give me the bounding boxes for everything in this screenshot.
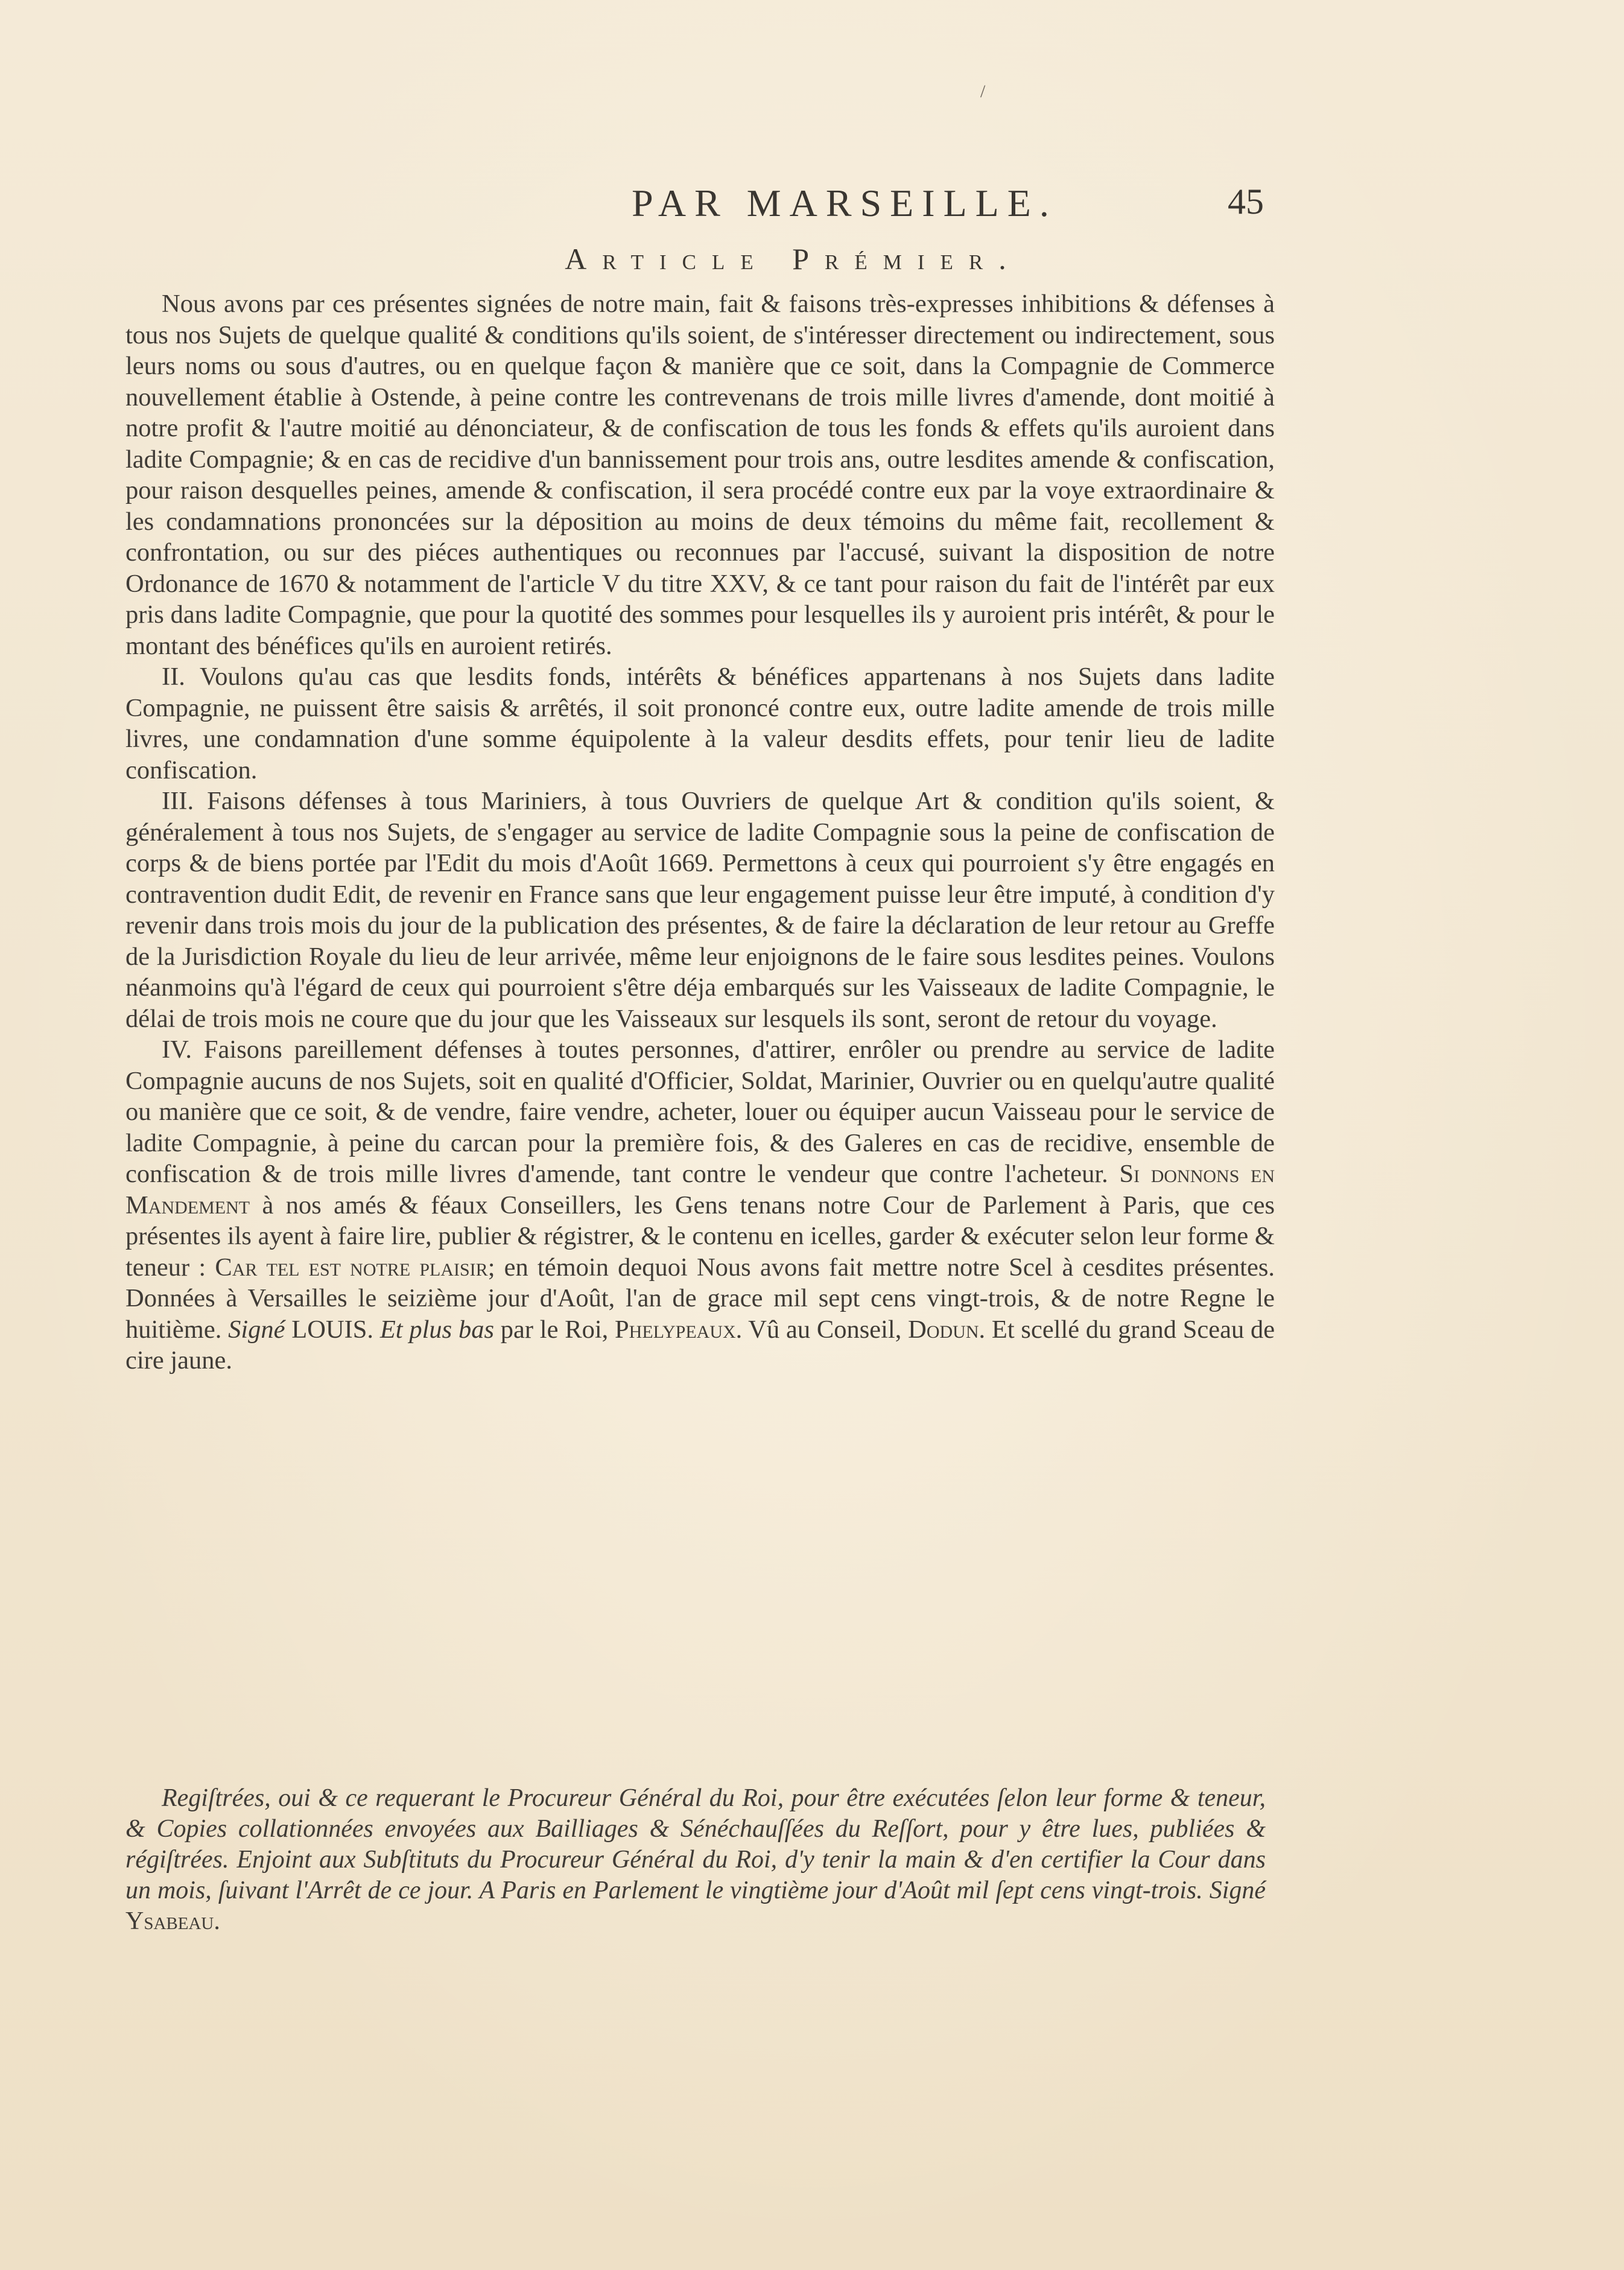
vu-au-conseil: Vû au Conseil,: [748, 1315, 902, 1344]
ordinance-body: [125, 288, 1275, 1376]
plaisir-formula: Car tel est notre plaisir: [215, 1253, 488, 1282]
article-3-paragraph: III. Faisons défenses à tous Mariniers, à tous Ouvriers de quelque Art & condition qu'ils soient, & généralement à tous nos Sujets, de s'engager au service de ladite Compagnie sous la peine de confiscation de corps & de biens portée par l'Edit du mois d'Août 1669. Permettons à ceux qui pourroient s'y être engagés en contravention dudit Edit, de revenir en France sans que leur engagement puisse leur être imputé, à condition d'y revenir dans trois mois du jour de la publication des présentes, & de faire la déclaration de leur retour au Greffe de la Jurisdiction Royale du lieu de leur arrivée, même leur enjoignons de le faire sous lesdites peines. Voulons néanmoins qu'à l'égard de ceux qui pourroient s'être déja embarqués sur les Vaisseaux de ladite Compagnie, le délai de trois mois ne coure que du jour que les Vaisseaux sur lesquels ils sont, seront de retour du voyage.: [125, 787, 1275, 1033]
closing-line: Et scellé du grand Sceau de cire jaune.: [125, 1315, 1275, 1375]
running-header: PAR MARSEILLE.: [632, 182, 1058, 224]
article-4-paragraph: [125, 1034, 1275, 1376]
page-mark: /: [980, 81, 986, 101]
article-1-paragraph: Nous avons par ces présentes signées de notre main, fait & faisons très-expresses inhibitions & défenses à tous nos Sujets de quelque qualité & conditions qu'ils soient, de s'intéresser directement ou indirectement, sous leurs noms ou sous d'autres, ou en quelque façon & manière que ce soit, dans la Compagnie de Commerce nouvellement établie à Ostende, à peine contre les contrevenans de trois mille livres d'amende, dont moitié à notre profit & l'autre moitié au dénonciateur, & de confiscation de tous les fonds & effets qu'ils auroient dans ladite Compagnie; & en cas de recidive d'un bannissement pour trois ans, outre lesdites amende & confiscation, pour raison desquelles peines, amende & confiscation, il sera procédé contre eux par la voye extraordinaire & les condamnations prononcées sur la déposition au moins de deux témoins du même fait, recollement & confrontation, ou sur des piéces authentiques ou reconnues par l'accusé, suivant la disposition de notre Ordonance de 1670 & notamment de l'article V du titre XXV, & ce tant pour raison du fait de l'intérêt par eux pris dans ladite Compagnie, que pour la quotité des sommes pour lesquelles ils y auroient pris intérêt, & pour le montant des bénéfices qu'ils en auroient retirés.: [125, 290, 1275, 660]
mandement-formula: Si donnons en Mandement: [125, 1160, 1275, 1219]
et-plus-bas: Et plus bas: [379, 1315, 495, 1344]
article-4-text-part1: IV. Faisons pareillement défenses à toutes personnes, d'attirer, enrôler ou prendre au service de ladite Compagnie aucuns de nos Sujets, soit en qualité d'Officier, Soldat, Marinier, Ouvrier ou en quelqu'autre qualité ou manière que ce soit, & de vendre, faire vendre, acheter, louer ou équiper aucun Vaisseau pour le service de ladite Compagnie, à peine du carcan pour la première fois, & des Galeres en cas de recidive, ensemble de confiscation & de trois mille livres d'amende, tant contre le vendeur que contre l'acheteur.: [125, 1035, 1275, 1188]
ysabeau-signature: Ysabeau.: [125, 1907, 220, 1935]
signe-label: Signé: [228, 1315, 285, 1344]
registration-text: Regiſtrées, oui & ce requerant le Procureur Général du Roi, pour être exécutées ſelon leur forme & teneur, & Copies collationnées envoyées aux Bailliages & Sénéchauſſées du Reſſort, pour y être lues, publiées & régiſtrées. Enjoint aux Subſtituts du Procureur Général du Roi, d'y tenir la main & d'en certifier la Cour dans un mois, ſuivant l'Arrêt de ce jour. A Paris en Parlement le vingtième jour d'Août mil ſept cens vingt-trois.: [125, 1784, 1266, 1904]
article-4-text-part2: à nos amés & féaux Conseillers, les Gens tenans notre Cour de Parlement à Paris, que ces présentes ils ayent à faire lire, publier & régistrer, & le contenu en icelles, garder & exécuter selon leur forme & teneur :: [125, 1191, 1275, 1282]
par-le-roi: par le Roi,: [500, 1315, 609, 1344]
article-2-paragraph: II. Voulons qu'au cas que lesdits fonds, intérêts & bénéfices appartenans à nos Sujets dans ladite Compagnie, ne puissent être saisis & arrêtés, il soit prononcé contre eux, outre ladite amende de trois mille livres, une condamnation d'une somme équipolente à la valeur desdits effets, pour tenir lieu de ladite confiscation.: [125, 663, 1275, 784]
article-title: Article Prémier.: [565, 242, 1022, 276]
registration-signe: Signé: [1209, 1877, 1266, 1904]
article-4-text-part3: ; en témoin dequoi Nous avons fait mettre notre Scel à cesdites présentes. Données à Versailles le seizième jour d'Août, l'an de grace mil sept cens vingt-trois, & de notre Regne le huitième.: [125, 1253, 1275, 1344]
registration-paragraph: [125, 1783, 1266, 1937]
king-signature: LOUIS.: [291, 1315, 374, 1344]
dodun-signature: Dodun.: [908, 1315, 986, 1344]
registration-note: [125, 1783, 1266, 1937]
page-number: 45: [1228, 182, 1264, 221]
phelypeaux-signature: Phelypeaux.: [615, 1315, 743, 1344]
